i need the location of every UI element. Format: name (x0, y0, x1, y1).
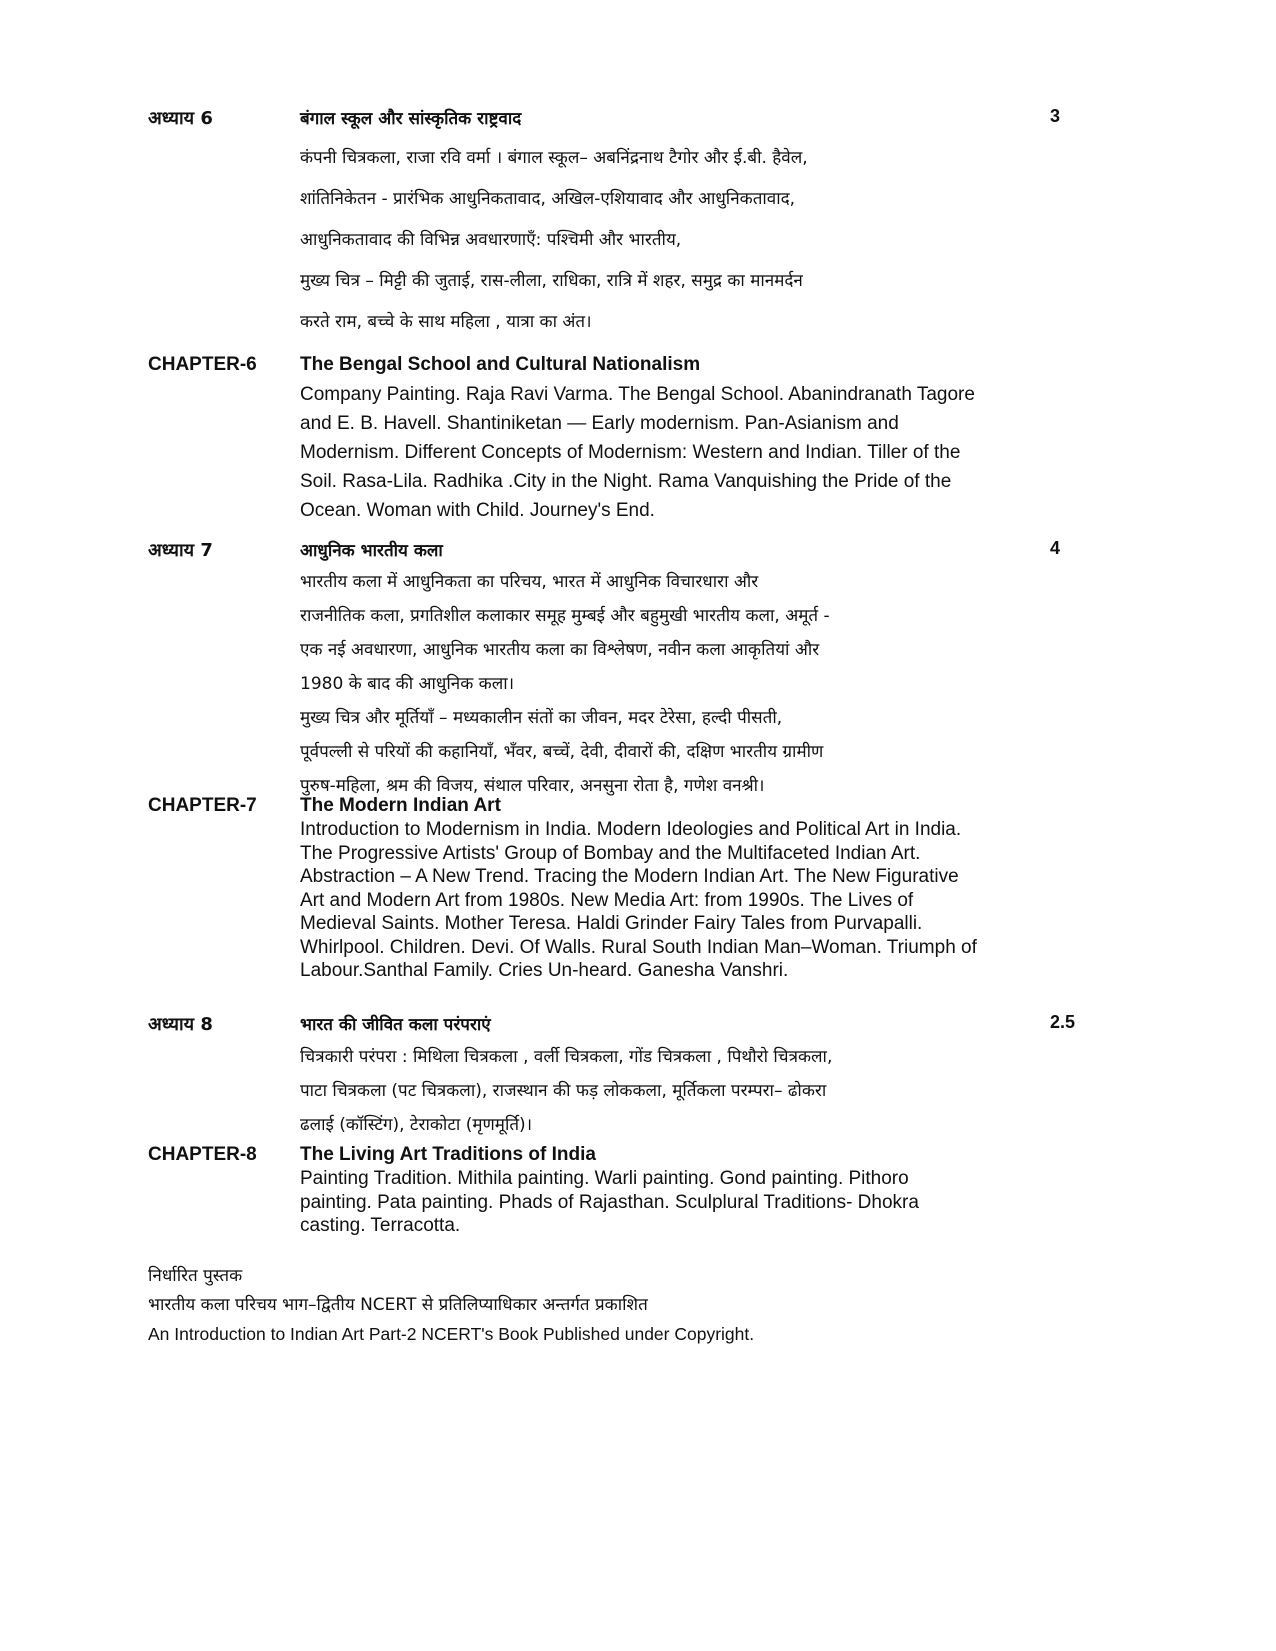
chapter-6-english-label: CHAPTER-6 (148, 354, 257, 375)
chapter-7-hindi-header (148, 538, 1068, 562)
chapter-6-hindi-header (148, 106, 1068, 130)
chapter-7-english-label: CHAPTER-7 (148, 795, 257, 816)
chapter-8-hindi-line: चित्रकारी परंपरा : मिथिला चित्रकला , वर्ली चित्रकला, गोंड चित्रकला , पिथौरो चित्रकला, (300, 1047, 833, 1067)
chapter-8-english-header (148, 1144, 1068, 1166)
chapter-6-english-body: Company Painting. Raja Ravi Varma. The Bengal School. Abanindranath Tagore and E. B. Havell. Shantiniketan — Early modernism. Pan-Asianism and Modernism. Different Concepts of Modernism: Western and Indian. Tiller of the Soil. Rasa-Lila. Radhika .City in the Night. Rama Vanquishing the Pride of the Ocean. Woman with Child. Journey's End. (300, 384, 975, 521)
chapter-8-marks: 2.5 (1050, 1012, 1076, 1032)
chapter-7-hindi-line: एक नई अवधारणा, आधुनिक भारतीय कला का विश्लेषण, नवीन कला आकृतियां और (300, 640, 820, 660)
chapter-7-english-title: The Modern Indian Art (300, 795, 501, 816)
chapter-8-hindi-label: अध्याय 8 (148, 1014, 213, 1035)
chapter-6-hindi-body (300, 141, 1000, 339)
chapter-8-english-label: CHAPTER-8 (148, 1144, 257, 1165)
chapter-6-hindi-line: शांतिनिकेतन - प्रारंभिक आधुनिकतावाद, अखिल-एशियावाद और आधुनिकतावाद, (300, 189, 796, 209)
chapter-6-hindi-title: बंगाल स्कूल और सांस्कृतिक राष्ट्रवाद (300, 109, 522, 129)
chapter-6-marks: 3 (1050, 106, 1061, 126)
prescribed-book-hindi: भारतीय कला परिचय भाग–द्वितीय NCERT से प्रतिलिप्याधिकार अन्तर्गत प्रकाशित (148, 1295, 648, 1315)
chapter-6-hindi-line: करते राम, बच्चे के साथ महिला , यात्रा का अंत। (300, 312, 592, 332)
chapter-7-hindi-line: भारतीय कला में आधुनिकता का परिचय, भारत में आधुनिक विचारधारा और (300, 572, 759, 592)
chapter-7-english-body: Introduction to Modernism in India. Modern Ideologies and Political Art in India. The Progressive Artists' Group of Bombay and the Multifaceted Indian Art. Abstraction – A New Trend. Tracing the Modern Indian Art. The New Figurative Art and Modern Art from 1980s. New Media Art: from 1990s. The Lives of Medieval Saints. Mother Teresa. Haldi Grinder Fairy Tales from Purvapalli. Whirlpool. Children. Devi. Of Walls. Rural South Indian Man–Woman. Triumph of Labour.Santhal Family. Cries Un-heard. Ganesha Vanshri. (300, 819, 977, 981)
chapter-7-hindi-title: आधुनिक भारतीय कला (300, 541, 443, 561)
chapter-7-marks: 4 (1050, 538, 1061, 558)
chapter-7-hindi-line: राजनीतिक कला, प्रगतिशील कलाकार समूह मुम्बई और बहुमुखी भारतीय कला, अमूर्त - (300, 606, 830, 626)
chapter-7-hindi-line: पूर्वपल्ली से परियों की कहानियाँ, भँवर, बच्चें, देवी, दीवारों की, दक्षिण भारतीय ग्रामीण (300, 742, 824, 762)
chapter-6-hindi-label: अध्याय 6 (148, 108, 213, 129)
chapter-8-english-body: Painting Tradition. Mithila painting. Warli painting. Gond painting. Pithoro painting. Pata painting. Phads of Rajasthan. Sculplural Traditions- Dhokra casting. Terracotta. (300, 1168, 919, 1236)
chapter-7-hindi-line: 1980 के बाद की आधुनिक कला। (300, 674, 515, 694)
chapter-7-hindi-line: पुरुष-महिला, श्रम की विजय, संथाल परिवार, अनसुना रोता है, गणेश वनश्री। (300, 776, 765, 796)
chapter-8-hindi-body (300, 1040, 1000, 1142)
chapter-6-hindi-line: कंपनी चित्रकला, राजा रवि वर्मा । बंगाल स्कूल– अबनिंद्रनाथ टैगोर और ई.बी. हैवेल, (300, 148, 808, 168)
chapter-6-hindi-line: आधुनिकतावाद की विभिन्न अवधारणाएँ: पश्चिमी और भारतीय, (300, 230, 682, 250)
prescribed-book (148, 1262, 754, 1349)
chapter-6-english-title: The Bengal School and Cultural Nationalism (300, 354, 701, 375)
chapter-7-hindi-body (300, 565, 1000, 803)
chapter-6-hindi-line: मुख्य चित्र – मिट्टी की जुताई, रास-लीला, राधिका, रात्रि में शहर, समुद्र का मानमर्दन (300, 271, 803, 291)
chapter-7-english-header (148, 795, 1068, 817)
chapter-6-english-header (148, 354, 1068, 376)
prescribed-book-heading: निर्धारित पुस्तक (148, 1266, 243, 1286)
chapter-7-hindi-label: अध्याय 7 (148, 540, 213, 561)
chapter-8-hindi-line: पाटा चित्रकला (पट चित्रकला), राजस्थान की फड़ लोककला, मूर्तिकला परम्परा– ढोकरा (300, 1081, 827, 1101)
chapter-8-english-title: The Living Art Traditions of India (300, 1144, 596, 1165)
prescribed-book-english: An Introduction to Indian Art Part-2 NCERT's Book Published under Copyright. (148, 1324, 755, 1344)
chapter-8-hindi-title: भारत की जीवित कला परंपराएं (300, 1015, 491, 1035)
chapter-8-hindi-header (148, 1012, 1068, 1036)
chapter-8-hindi-line: ढलाई (कॉस्टिंग), टेराकोटा (मृणमूर्ति)। (300, 1115, 533, 1135)
chapter-7-hindi-line: मुख्य चित्र और मूर्तियाँ – मध्यकालीन संतों का जीवन, मदर टेरेसा, हल्दी पीसती, (300, 708, 783, 728)
